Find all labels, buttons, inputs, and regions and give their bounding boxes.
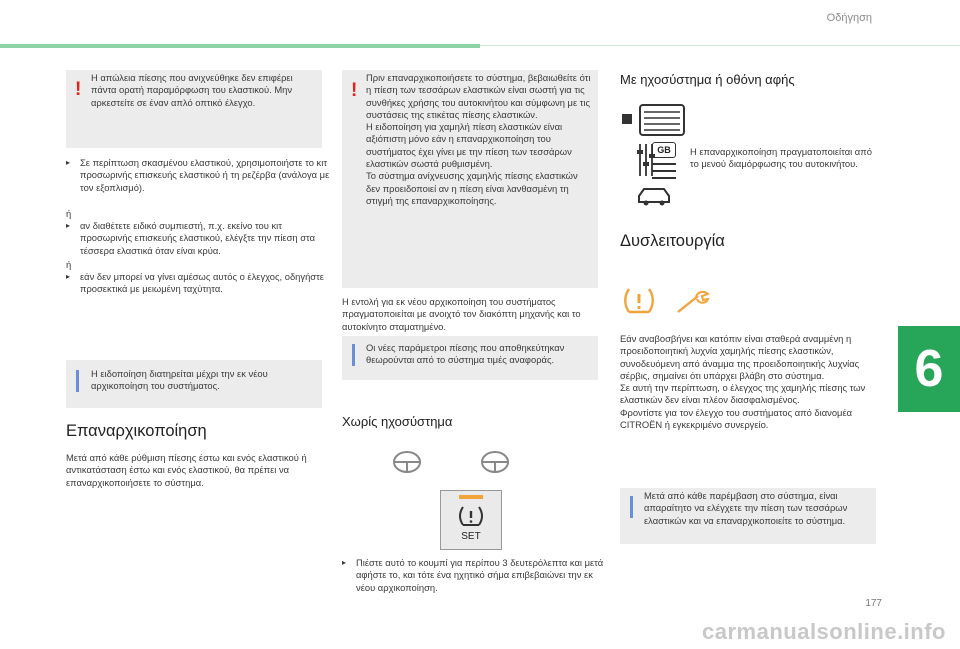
- touchscreen-icon: [622, 104, 686, 141]
- bullet-item: ▸ εάν δεν μπορεί να γίνει αμέσως αυτός ο έλεγχος, οδηγήστε προσεκτικά με μειωμένη ταχύτητα.: [66, 271, 330, 296]
- reinit-body: Μετά από κάθε ρύθμιση πίεσης έστω και ενός ελαστικού ή αντικατάσταση έστω και ενός ελαστικού, θα πρέπει να επαναρχικοποιήσετε το σύστημα.: [66, 452, 307, 488]
- heading-malfunction: Δυσλειτουργία: [620, 232, 725, 250]
- heading-with-audio: Με ηχοσύστημα ή οθόνη αφής: [620, 72, 795, 87]
- warning-icon: !: [351, 80, 358, 101]
- menu-config-text: Η επαναρχικοποίηση πραγματοποιείται από το μενού διαμόρφωσης του αυτοκινήτου.: [690, 146, 872, 170]
- page-number: 177: [865, 598, 882, 609]
- car-icon: [636, 186, 672, 213]
- info-text-2: Οι νέες παράμετροι πίεσης που αποθηκεύτηκαν θεωρούνται από το σύστημα τιμές αναφοράς.: [366, 342, 565, 366]
- service-wrench-icon: [676, 290, 710, 319]
- top-accent-bar: [0, 44, 480, 48]
- warning-text-1: Η απώλεια πίεσης που ανιχνεύθηκε δεν επιφέρει πάντα ορατή παραμόρφωση του ελαστικού. Μην αρκεστείτε σε έναν απλό οπτικό έλεγχο.: [91, 72, 293, 108]
- heading-reinit: Επαναρχικοποίηση: [66, 422, 207, 440]
- bullet-item: ▸ Πιέστε αυτό το κουμπί για περίπου 3 δευτερόλεπτα και μετά αφήστε το, και τότε ένα ηχητικό σήμα επιβεβαιώνει την εκ νέου αρχικοποίηση.: [342, 557, 608, 594]
- section-title: Οδήγηση: [826, 12, 872, 24]
- or-text: ή: [66, 259, 72, 270]
- steering-wheel-icon: [480, 450, 510, 481]
- tire-pressure-icon: [458, 505, 484, 527]
- indicator-light: [459, 495, 483, 499]
- tire-pressure-warning-icon: [622, 286, 656, 321]
- reinit-command-text: Η εντολή για εκ νέου αρχικοποίηση του συστήματος πραγματοποιείται με ανοιχτό τον διακόπτη μηχανής και το αυτοκίνητο σταματημένο.: [342, 296, 581, 332]
- warning-text-2: Πριν επαναρχικοποιήσετε το σύστημα, βεβαιωθείτε ότι η πίεση των τεσσάρων ελαστικών είναι σωστή για τις συνθήκες χρήσης του αυτοκινήτου και σύμφωνη με τις συστάσεις της ετικέτας πίεσης ελαστικών. Η ειδοποίηση για χαμηλή πίεση ελαστικών είναι αξιόπιστη μόνο εάν η επαναρχικοποίηση του συστήματος έχει γίνει με την πίεση των τεσσάρων ελαστικών σωστά ρυθμισμένη. Το σύστημα ανίχνευσης χαμηλής πίεσης ελαστικών δεν προειδοποιεί αν η πίεση είναι λανθασμένη τη στιγμή της επαναρχικοποίησης.: [366, 72, 591, 206]
- info-icon: [76, 370, 79, 392]
- language-badge: GB: [652, 142, 676, 158]
- bullet-item: ▸ Σε περίπτωση σκασμένου ελαστικού, χρησιμοποιήστε το κιτ προσωρινής επισκευής ελαστικού ή τη ρεζέρβα (ανάλογα με τον εξοπλισμό).: [66, 157, 330, 194]
- bullet-item: ▸ αν διαθέτετε ειδικό συμπιεστή, π.χ. εκείνο του κιτ προσωρινής επισκευής ελαστικού, ελέγξτε την πίεση στα τέσσερα ελαστικά όταν είναι κρύα.: [66, 220, 330, 257]
- info-text-1: Η ειδοποίηση διατηρείται μέχρι την εκ νέου αρχικοποίηση του συστήματος.: [91, 368, 268, 392]
- set-label: SET: [461, 531, 481, 542]
- or-text: ή: [66, 208, 72, 219]
- watermark: carmanualsonline.info: [702, 619, 946, 644]
- top-accent-line: [480, 45, 960, 46]
- malfunction-body: Εάν αναβοσβήνει και κατόπιν είναι σταθερά αναμμένη η προειδοποιητική λυχνία χαμηλής πίεσης ελαστικών, συνοδευόμενη από άναμμα της προειδοποιητικής λυχνίας σέρβις, σημαίνει ότι υπάρχει βλάβη στο σύστημα. Σε αυτή την περίπτωση, ο έλεγχος της χαμηλής πίεσης των ελαστικών δεν είναι πλέον διασφαλισμένος. Φροντίστε για τον έλεγχο του συστήματος από διανομέα CITROËN ή εγκεκριμένο συνεργείο.: [620, 333, 866, 431]
- set-button[interactable]: [440, 490, 502, 550]
- info-icon: [630, 496, 633, 518]
- steering-wheel-icon: [392, 450, 422, 481]
- menu-list-icon: [652, 162, 676, 185]
- info-text-3: Μετά από κάθε παρέμβαση στο σύστημα, είναι απαραίτητο να ελέγχετε την πίεση των τεσσάρων ελαστικών και να επαναρχικοποιείτε το σύστημα.: [644, 490, 848, 526]
- heading-no-audio: Χωρίς ηχοσύστημα: [342, 414, 453, 429]
- info-icon: [352, 344, 355, 366]
- warning-icon: !: [75, 79, 82, 100]
- chapter-tab: 6: [898, 326, 960, 412]
